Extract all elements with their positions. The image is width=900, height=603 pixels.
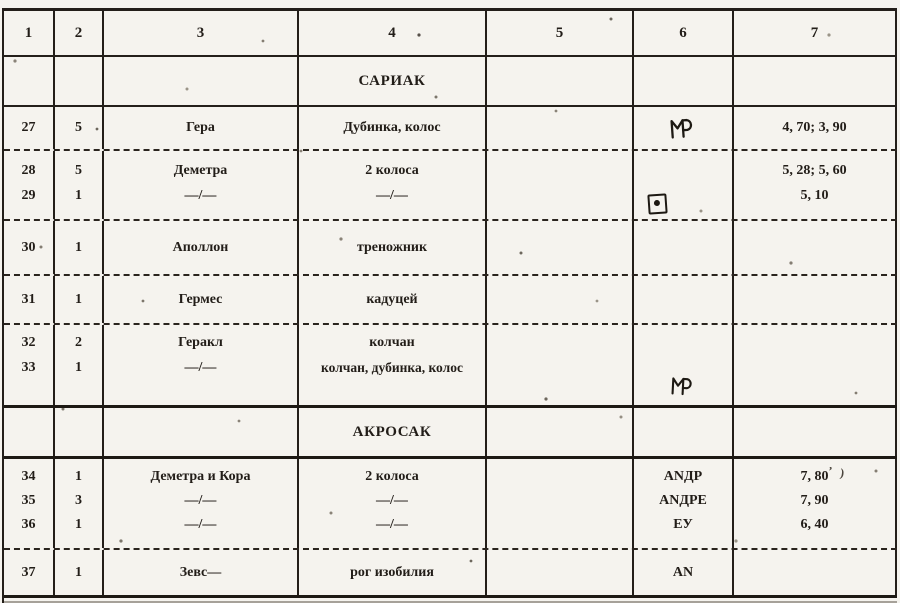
table-row-30	[4, 221, 897, 276]
scan-noise	[0, 0, 2, 2]
empty-cell	[4, 408, 55, 456]
cell-weights	[734, 459, 897, 548]
cell-reverse-type	[299, 459, 487, 548]
row-34-deity: Деметра и Кора	[150, 469, 251, 484]
row-36-weights: 6, 40	[800, 517, 829, 532]
cell-reverse-type: Дубинка, колос	[299, 107, 487, 149]
empty-cell	[55, 57, 104, 105]
row-32-qty: 2	[75, 335, 82, 350]
cell-reverse-type: кадуцей	[299, 276, 487, 323]
table-row-34-36	[4, 459, 897, 550]
empty-cell	[734, 408, 897, 456]
row-35-legend: АNДРЕ	[659, 493, 707, 508]
column-header-7: 7	[734, 11, 897, 55]
cell-no: 31	[4, 276, 55, 323]
row-35-qty: 3	[75, 493, 82, 508]
empty-cell	[734, 276, 897, 323]
row-32-no: 32	[21, 335, 36, 350]
cell-no	[4, 325, 55, 405]
row-28-no: 28	[21, 163, 36, 178]
row-34-reverse: 2 колоса	[365, 469, 419, 484]
column-header-4: 4	[299, 11, 487, 55]
empty-cell	[734, 221, 897, 274]
column-header-3: 3	[104, 11, 299, 55]
cell-monogram	[634, 107, 734, 149]
cell-deity: Гермес	[104, 276, 299, 323]
row-35-reverse: —/—	[376, 493, 408, 508]
row-33-reverse: колчан, дубинка, колос	[321, 360, 463, 375]
empty-cell	[487, 151, 634, 219]
row-28-deity: Деметра	[173, 163, 228, 178]
row-36-reverse: —/—	[376, 517, 408, 532]
table-row-37	[4, 550, 897, 598]
cell-monogram	[634, 325, 734, 405]
row-36-no: 36	[21, 517, 36, 532]
row-29-deity: —/—	[184, 188, 217, 203]
empty-cell	[487, 57, 634, 105]
row-34-weights: 7, 80	[800, 469, 829, 484]
cell-no: 27	[4, 107, 55, 149]
row-28-qty: 5	[75, 163, 82, 178]
row-29-reverse: —/—	[376, 188, 408, 203]
row-34-no: 34	[21, 469, 36, 484]
cell-reverse-type: треножник	[299, 221, 487, 274]
empty-cell	[734, 325, 897, 405]
cell-deity: Гера	[104, 107, 299, 149]
table-row-28-29	[4, 151, 897, 221]
cell-no: 30	[4, 221, 55, 274]
empty-cell	[487, 408, 634, 456]
column-header-6: 6	[634, 11, 734, 55]
column-header-5: 5	[487, 11, 634, 55]
row-36-legend: ЕУ	[673, 517, 693, 532]
cell-deity: Аполлон	[104, 221, 299, 274]
cell-no: 37	[4, 550, 55, 595]
row-32-deity: Геракл	[178, 335, 223, 350]
mr-monogram-icon	[669, 374, 698, 397]
empty-cell	[4, 57, 55, 105]
row-32-reverse: колчан	[369, 335, 415, 350]
column-header-1: 1	[4, 11, 55, 55]
row-29-qty: 1	[75, 188, 82, 203]
row-29-no: 29	[21, 188, 36, 203]
empty-cell	[55, 408, 104, 456]
row-28-weights: 5, 28; 5, 60	[782, 163, 847, 178]
cell-monogram	[634, 151, 734, 219]
cell-deity	[104, 325, 299, 405]
cell-deity: Зевс—	[104, 550, 299, 595]
cell-weights: 4, 70; 3, 90	[734, 107, 897, 149]
cell-legend: АN	[634, 550, 734, 595]
cell-deity	[104, 151, 299, 219]
empty-cell	[634, 276, 734, 323]
empty-cell	[734, 550, 897, 595]
empty-cell	[634, 408, 734, 456]
row-33-deity: —/—	[184, 360, 217, 375]
empty-cell	[104, 57, 299, 105]
cell-qty	[55, 151, 104, 219]
table-row-32-33	[4, 325, 897, 408]
cell-no	[4, 459, 55, 548]
section-row-akrosak	[4, 408, 897, 459]
empty-cell	[104, 408, 299, 456]
empty-cell	[487, 550, 634, 595]
row-35-deity: —/—	[184, 493, 217, 508]
boxed-dot-monogram-icon	[647, 193, 667, 214]
row-35-no: 35	[21, 493, 36, 508]
cell-weights	[734, 151, 897, 219]
empty-cell	[734, 57, 897, 105]
cell-no	[4, 151, 55, 219]
cell-qty: 1	[55, 221, 104, 274]
table-row-27	[4, 107, 897, 151]
section-row-sariak	[4, 57, 897, 107]
stray-pen-mark: ’ )	[827, 463, 849, 481]
table-row-31	[4, 276, 897, 325]
cell-reverse-type: рог изобилия	[299, 550, 487, 595]
row-33-no: 33	[21, 360, 36, 375]
cell-deity	[104, 459, 299, 548]
section-title-akrosak: АКРОСАК	[299, 408, 487, 456]
empty-cell	[487, 221, 634, 274]
empty-cell	[487, 276, 634, 323]
empty-cell	[634, 57, 734, 105]
cell-qty: 1	[55, 276, 104, 323]
cell-qty	[55, 325, 104, 405]
empty-cell	[634, 221, 734, 274]
cell-qty	[55, 459, 104, 548]
row-35-weights: 7, 90	[800, 493, 829, 508]
row-34-legend: АNДР	[663, 469, 703, 484]
cell-reverse-type	[299, 151, 487, 219]
coin-catalog-table	[2, 8, 897, 603]
row-33-qty: 1	[75, 360, 82, 375]
mr-monogram-icon	[667, 115, 699, 141]
empty-cell	[487, 325, 634, 405]
column-header-2: 2	[55, 11, 104, 55]
row-29-weights: 5, 10	[800, 188, 829, 203]
row-28-reverse: 2 колоса	[365, 163, 419, 178]
empty-cell	[487, 459, 634, 548]
section-title-sariak: САРИАК	[299, 57, 487, 105]
empty-cell	[487, 107, 634, 149]
cell-qty: 5	[55, 107, 104, 149]
cell-reverse-type	[299, 325, 487, 405]
cell-legend	[634, 459, 734, 548]
row-34-qty: 1	[75, 469, 82, 484]
row-36-deity: —/—	[184, 517, 217, 532]
row-36-qty: 1	[75, 517, 82, 532]
table-header-row	[4, 11, 897, 57]
cell-qty: 1	[55, 550, 104, 595]
